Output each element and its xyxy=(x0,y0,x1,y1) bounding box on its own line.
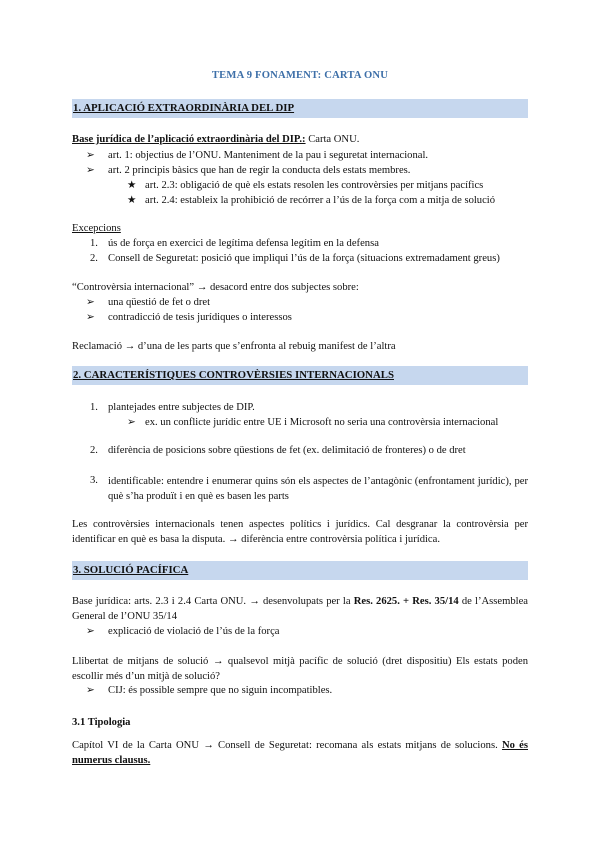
list-number: 1. xyxy=(90,402,98,413)
numerus-clausus-note: No és numerus clausus. xyxy=(72,740,529,766)
arrow-bullet-icon: ➢ xyxy=(86,685,95,696)
list-item: art. 2.3: obligació de què els estats resolen les controvèrsies per mitjans pacífics xyxy=(145,180,484,191)
subsection-heading: 3.1 Tipologia xyxy=(72,717,131,728)
base-juridica-section3 xyxy=(72,594,528,624)
section1-heading-band xyxy=(72,99,528,118)
list-item: diferència de posicions sobre qüestions de fet (ex. delimitació de fronteres) o de dret xyxy=(108,445,466,456)
capitol-text: Capítol VI de la Carta ONU → Consell de Seguretat: recomana als estats mitjans de solucions. xyxy=(72,740,502,751)
reclamacio-line: Reclamació → d’una de les parts que s’enfronta al rebuig manifest de l’altra xyxy=(72,341,396,352)
section1-heading: 1. APLICACIÓ EXTRAORDINÀRIA DEL DIP xyxy=(73,102,295,114)
base-juridica-text: Base jurídica: arts. 2.3 i 2.4 Carta ONU. → desenvolupats per la xyxy=(72,596,354,607)
list-item: art. 1: objectius de l’ONU. Manteniment de la pau i seguretat internacional. xyxy=(108,150,429,161)
section2-heading: 2. CARACTERÍSTIQUES CONTROVÈRSIES INTERNACIONALS xyxy=(73,369,394,381)
arrow-bullet-icon: ➢ xyxy=(86,150,95,161)
arrow-bullet-icon: ➢ xyxy=(86,626,95,637)
list-item: art. 2 principis bàsics que han de regir la conducta dels estats membres. xyxy=(108,165,411,176)
list-item: ex. un conflicte jurídic entre UE i Microsoft no seria una controvèrsia internacional xyxy=(145,417,499,428)
list-item: contradicció de tesis jurídiques o interessos xyxy=(108,312,292,323)
list-item: explicació de violació de l’ús de la força xyxy=(108,626,280,637)
list-item: art. 2.4: estableix la prohibició de recórrer a l’ús de la força com a mitja de solució xyxy=(145,195,496,206)
controversia-definition: “Controvèrsia internacional” → desacord entre dos subjectes sobre: xyxy=(72,282,359,293)
base-juridica-text-end: de l’Assemblea General de l’ONU 35/14 xyxy=(72,596,528,622)
capitol-paragraph xyxy=(72,738,528,768)
list-number: 2. xyxy=(90,253,98,264)
arrow-bullet-icon: ➢ xyxy=(127,417,136,428)
base-juridica-label: Base jurídica de l’aplicació extraordinària del DIP.: xyxy=(72,134,306,145)
base-juridica-line xyxy=(72,133,359,147)
star-bullet-icon: ★ xyxy=(127,195,137,206)
controversies-paragraph: Les controvèrsies internacionals tenen aspectes polítics i jurídics. Cal desgranar la controvèrsia per identificar en què es basa la disputa. → diferència entre controvèrsia política i jurídica. xyxy=(72,519,528,545)
section3-heading: 3. SOLUCIÓ PACÍFICA xyxy=(73,564,189,576)
list-number: 1. xyxy=(90,238,98,249)
list-number: 3. xyxy=(90,475,98,486)
star-bullet-icon: ★ xyxy=(127,180,137,191)
document-title: TEMA 9 FONAMENT: CARTA ONU xyxy=(211,70,389,81)
list-item: CIJ: és possible sempre que no siguin incompatibles. xyxy=(108,685,333,696)
list-item: plantejades entre subjectes de DIP. xyxy=(108,402,255,413)
list-item: identificable: entendre i enumerar quins són els aspectes de l’antagònic (enfrontament jurídic), per què s’ha produït i en què es basen les parts xyxy=(108,476,528,502)
arrow-bullet-icon: ➢ xyxy=(86,165,95,176)
excepcions-label: Excepcions xyxy=(72,223,121,234)
arrow-bullet-icon: ➢ xyxy=(86,297,95,308)
list-item: una qüestió de fet o dret xyxy=(108,297,211,308)
list-item: ús de força en exercici de legítima defensa legítim en la defensa xyxy=(108,238,379,249)
arrow-bullet-icon: ➢ xyxy=(86,312,95,323)
base-juridica-value: Carta ONU. xyxy=(305,134,360,145)
section2-heading-band xyxy=(72,366,528,385)
section3-heading-band xyxy=(72,561,528,580)
resolution-reference: Res. 2625. + Res. 35/14 xyxy=(353,596,459,607)
list-number: 2. xyxy=(90,445,98,456)
list-item: Consell de Seguretat: posició que impliqui l’ús de la força (situacions extremadament greus) xyxy=(108,253,500,264)
llibertat-paragraph: Llibertat de mitjans de solució → qualsevol mitjà pacífic de solució (dret dispositiu) Els estats poden escollir més d’un mitjà de solució? xyxy=(72,656,528,682)
